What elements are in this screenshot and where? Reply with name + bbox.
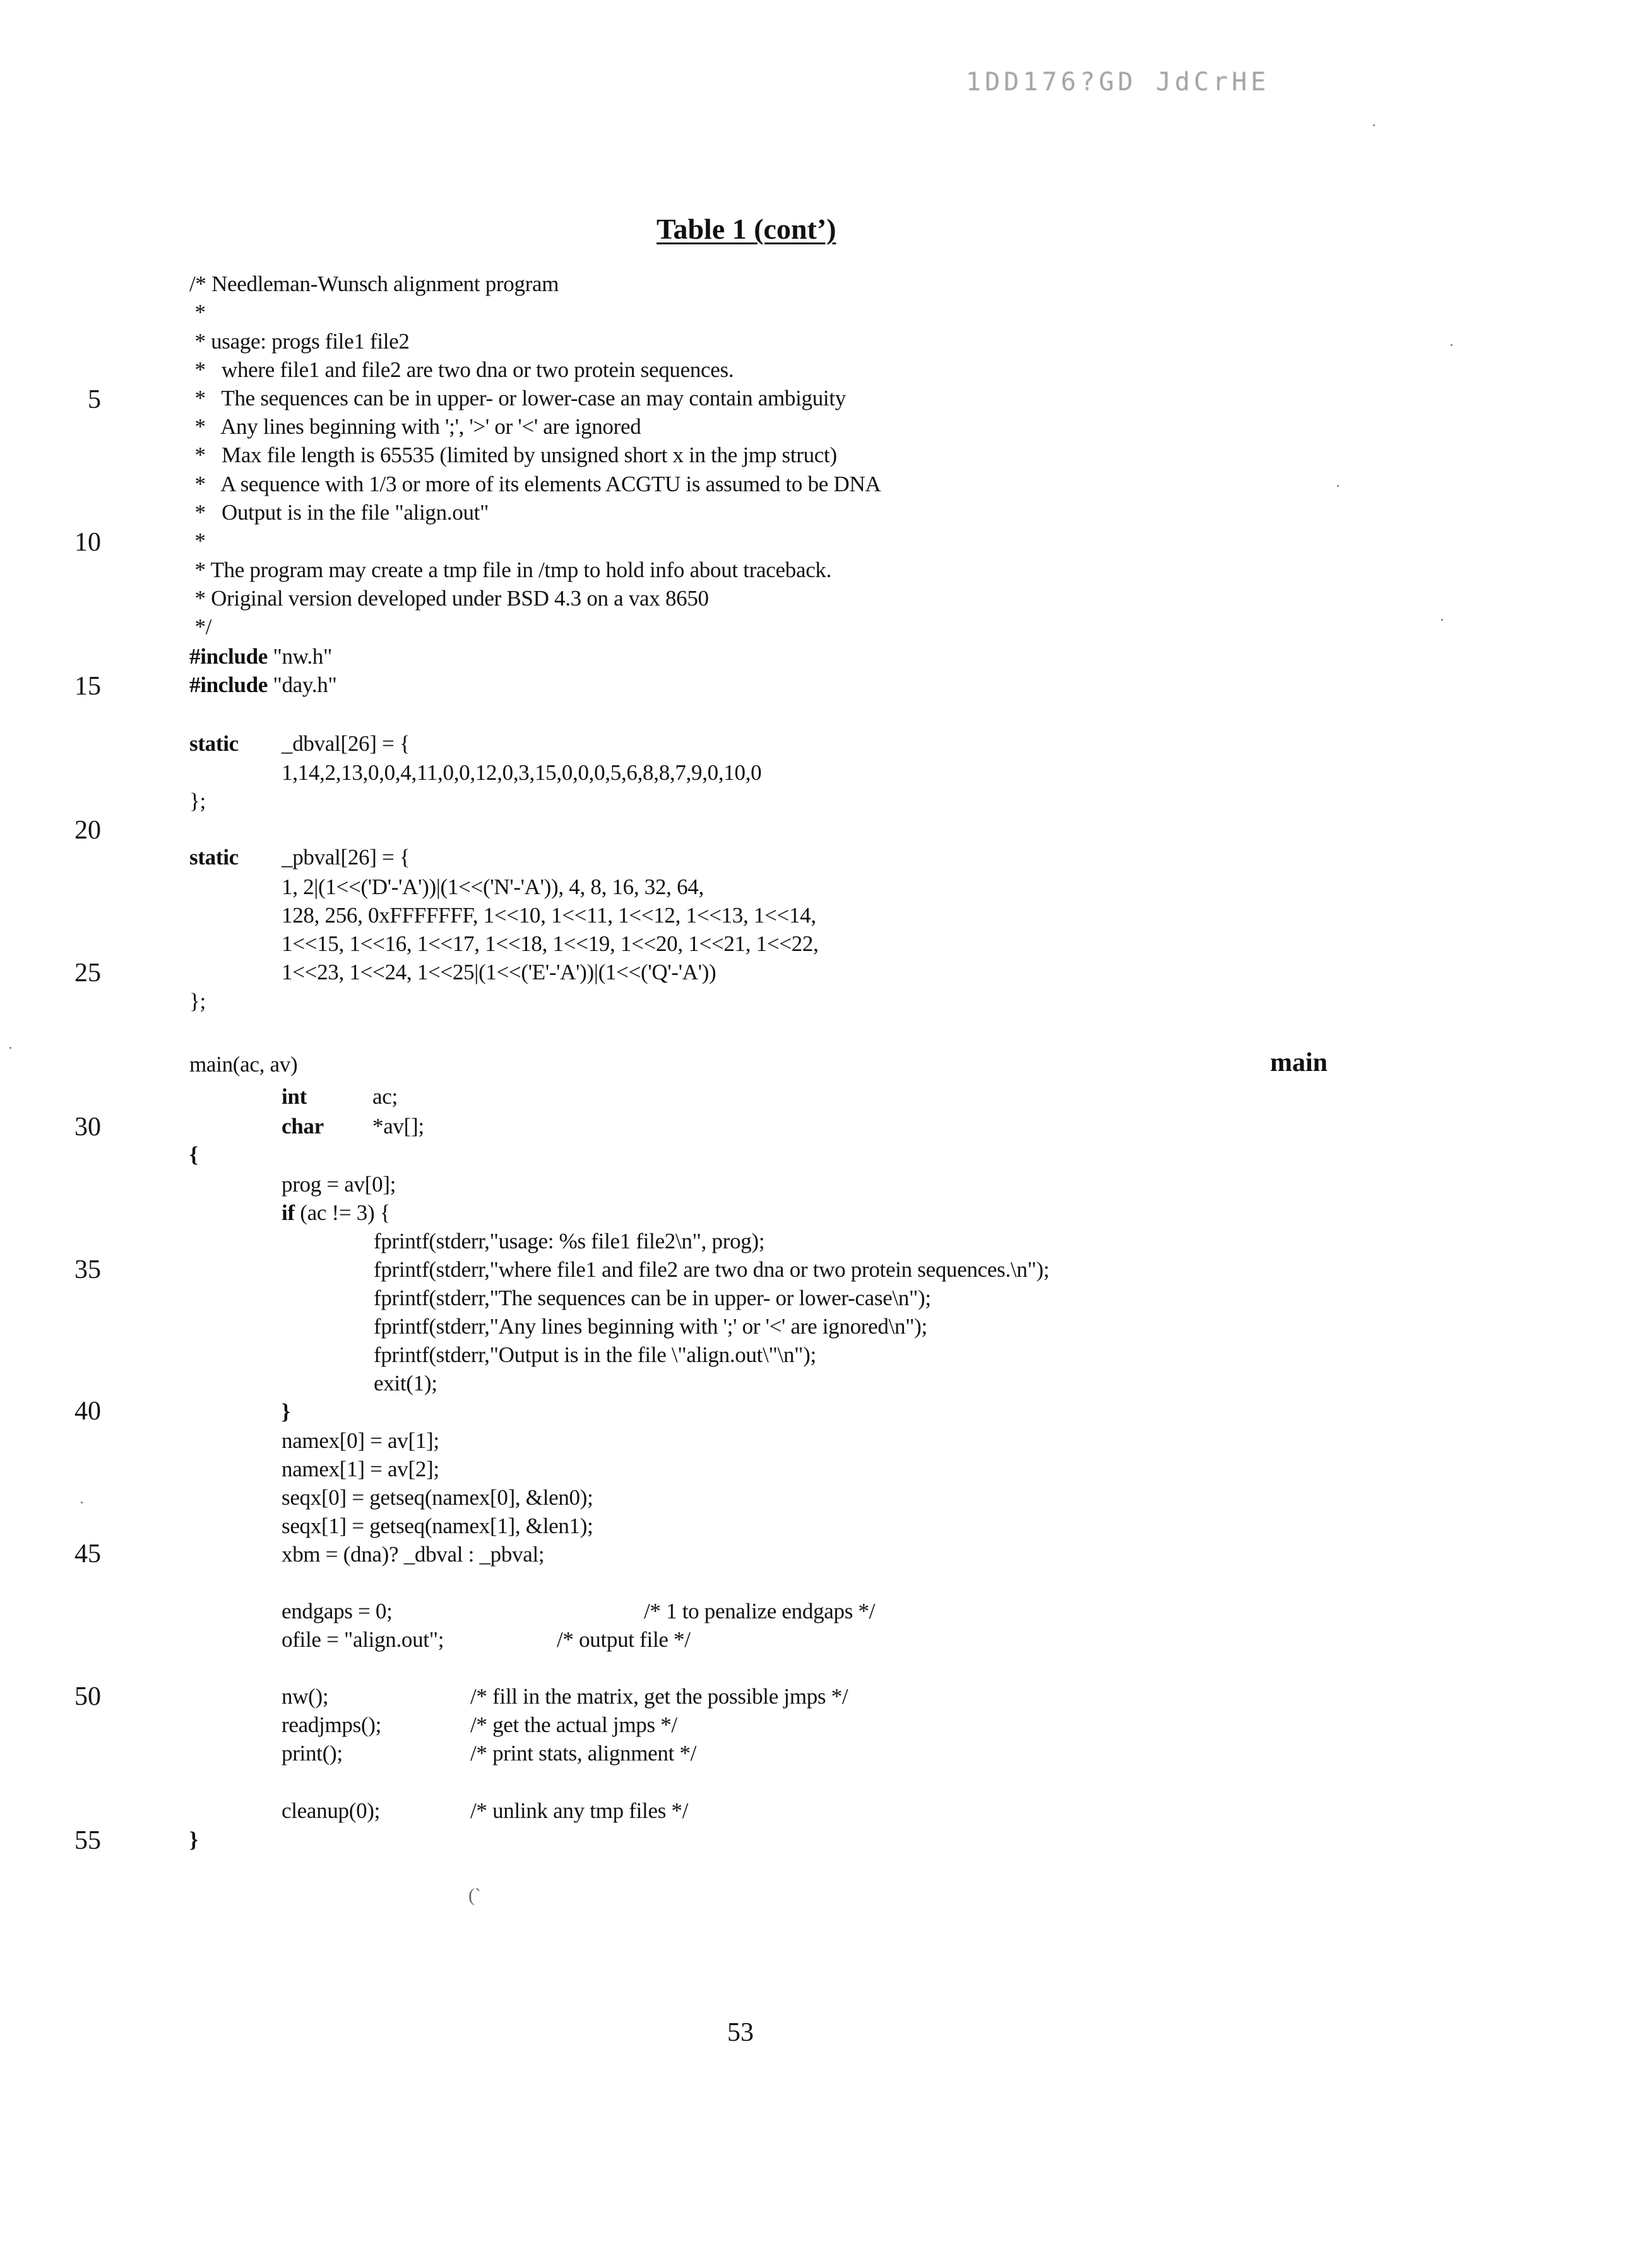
static-keyword: static [189,731,239,756]
inline-comment: /* 1 to penalize endgaps */ [644,1599,876,1623]
document-id-stamp: 1DD176?GD JdCrHE [966,68,1270,97]
pbval-close: }; [189,989,206,1013]
static-keyword: static [189,845,239,870]
line-number: 35 [74,1255,101,1284]
fprintf-line: fprintf(stderr,"where file1 and file2 are two dna or two protein sequences.\n"); [374,1257,1050,1282]
statement: namex[1] = av[2]; [282,1457,439,1481]
inline-comment: /* get the actual jmps */ [470,1712,677,1737]
pbval-values-line: 1<<15, 1<<16, 1<<17, 1<<18, 1<<19, 1<<20, 1<<21, 1<<22, [282,931,819,956]
scan-speck [1441,619,1443,621]
inline-comment: /* unlink any tmp files */ [470,1798,689,1823]
main-signature: main(ac, av) [189,1052,298,1077]
section-side-label: main [1270,1048,1328,1077]
dbval-values: 1,14,2,13,0,0,4,11,0,0,12,0,3,15,0,0,0,5,6,8,8,7,9,0,10,0 [282,760,762,785]
comment-line: /* Needleman-Wunsch alignment program [189,272,559,296]
page-number: 53 [727,2018,754,2047]
pbval-values-line: 128, 256, 0xFFFFFFF, 1<<10, 1<<11, 1<<12, 1<<13, 1<<14, [282,903,816,928]
comment-line: * Original version developed under BSD 4.3 on a vax 8650 [189,586,709,611]
statement: nw(); [282,1684,329,1709]
param-type: int [282,1084,307,1109]
comment-line: * Max file length is 65535 (limited by unsigned short x in the jmp struct) [189,443,837,467]
scan-speck [81,1502,83,1503]
inline-comment: /* fill in the matrix, get the possible jmps */ [470,1684,848,1709]
comment-line: * Output is in the file "align.out" [189,500,489,525]
line-number: 30 [74,1113,101,1142]
scan-speck [9,1047,11,1049]
include-keyword: #include [189,672,268,697]
comment-line: * The program may create a tmp file in /tmp to hold info about traceback. [189,558,832,582]
statement: cleanup(0); [282,1798,381,1823]
line-number: 25 [74,959,101,988]
inline-comment: /* print stats, alignment */ [470,1741,697,1766]
comment-line: * [189,300,206,325]
line-number: 50 [74,1682,101,1711]
comment-line: * The sequences can be in upper- or lower-case an may contain ambiguity [189,386,846,410]
scan-speck [1373,124,1375,126]
fprintf-line: fprintf(stderr,"The sequences can be in upper- or lower-case\n"); [374,1286,931,1310]
include-line [189,645,332,667]
comment-line: * [189,529,206,553]
param-type: char [282,1114,324,1138]
include-file: "nw.h" [268,644,332,669]
if-close-brace: } [282,1399,290,1424]
statement: seqx[1] = getseq(namex[1], &len1); [282,1514,593,1538]
exit-call: exit(1); [374,1371,437,1395]
include-file: "day.h" [268,672,337,697]
statement: seqx[0] = getseq(namex[0], &len0); [282,1485,593,1510]
fprintf-line: fprintf(stderr,"Output is in the file \"align.out\"\n"); [374,1342,816,1367]
pbval-values-line: 1, 2|(1<<('D'-'A'))|(1<<('N'-'A')), 4, 8, 16, 32, 64, [282,875,704,899]
statement: namex[0] = av[1]; [282,1428,439,1453]
if-condition: (ac != 3) { [294,1200,391,1225]
scan-speck [1451,344,1453,346]
statement: prog = av[0]; [282,1172,396,1197]
param-name: *av[]; [372,1114,424,1138]
scan-speck [1337,485,1339,487]
fprintf-line: fprintf(stderr,"usage: %s file1 file2\n", prog); [374,1229,765,1253]
statement: ofile = "align.out"; [282,1627,444,1652]
line-number: 40 [74,1397,101,1426]
dbval-close: }; [189,789,206,813]
comment-line: */ [189,614,212,639]
comment-line: * usage: progs file1 file2 [189,329,410,354]
pbval-declaration: _pbval[26] = { [282,845,410,870]
param-name: ac; [372,1084,398,1109]
if-statement [282,1202,390,1224]
statement: print(); [282,1741,343,1766]
line-number: 10 [74,528,101,557]
pbval-values-line: 1<<23, 1<<24, 1<<25|(1<<('E'-'A'))|(1<<('Q'-'A')) [282,960,716,984]
line-number: 5 [88,385,101,414]
line-number: 45 [74,1539,101,1569]
comment-line: * where file1 and file2 are two dna or two protein sequences. [189,357,734,382]
page-title: Table 1 (cont’) [657,213,836,245]
include-line [189,674,336,696]
if-keyword: if [282,1200,295,1225]
dbval-declaration: _dbval[26] = { [282,731,410,756]
main-close-brace: } [189,1827,198,1852]
statement: endgaps = 0; [282,1599,393,1623]
comment-line: * A sequence with 1/3 or more of its elements ACGTU is assumed to be DNA [189,472,881,496]
scan-artifact: (` [468,1885,481,1906]
inline-comment: /* output file */ [557,1627,691,1652]
line-number: 20 [74,816,101,845]
fprintf-line: fprintf(stderr,"Any lines beginning with ';' or '<' are ignored\n"); [374,1314,927,1339]
line-number: 55 [74,1826,101,1855]
comment-line: * Any lines beginning with ';', '>' or '<' are ignored [189,414,641,439]
statement: readjmps(); [282,1712,382,1737]
line-number: 15 [74,672,101,701]
include-keyword: #include [189,644,268,669]
main-open-brace: { [189,1142,198,1167]
statement: xbm = (dna)? _dbval : _pbval; [282,1542,545,1567]
